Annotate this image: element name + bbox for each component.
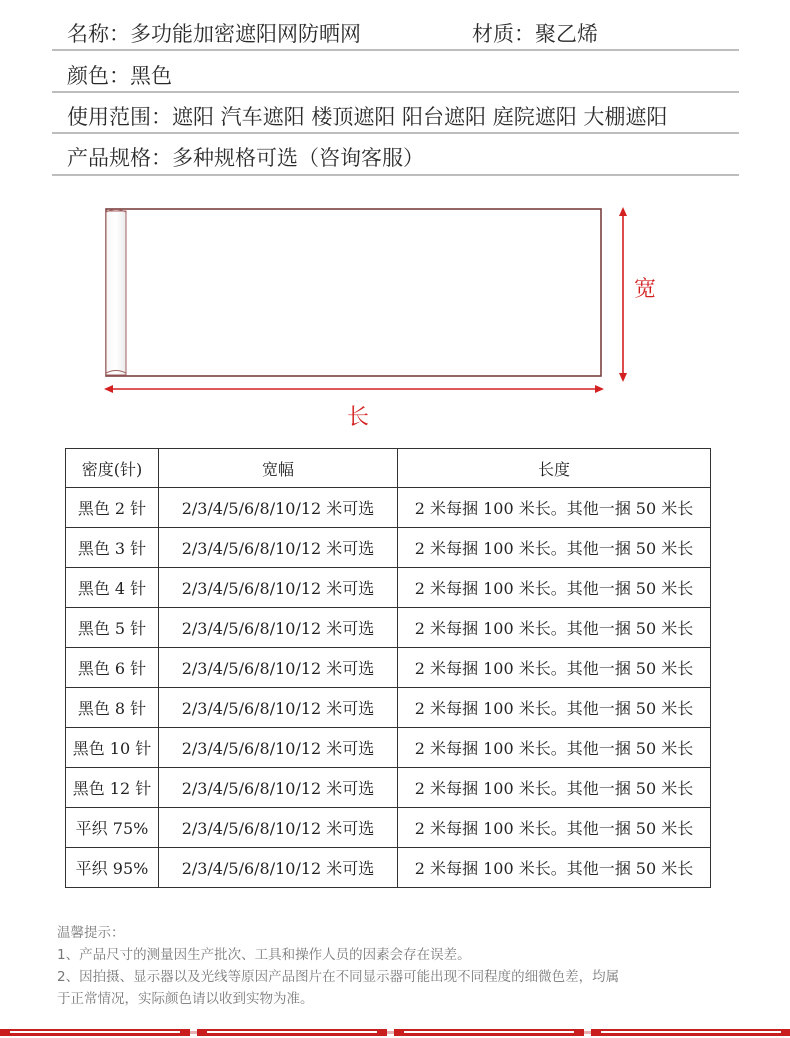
spec-row-usage xyxy=(52,97,739,134)
width-arrow xyxy=(619,207,627,382)
cell-density: 黑色 12 针 xyxy=(66,768,159,808)
cell-width: 2/3/4/5/6/8/10/12 米可选 xyxy=(159,488,398,528)
cell-width: 2/3/4/5/6/8/10/12 米可选 xyxy=(159,608,398,648)
cell-length: 2 米每捆 100 米长。其他一捆 50 米长 xyxy=(398,768,711,808)
spec-table xyxy=(65,448,711,888)
name-value: 多功能加密遮阳网防晒网 xyxy=(130,22,361,46)
spec-row-color xyxy=(52,56,739,93)
spec-row-size xyxy=(52,138,739,176)
notes-section xyxy=(57,922,747,1010)
material-value: 聚乙烯 xyxy=(535,22,598,46)
size-label: 产品规格： xyxy=(67,146,172,170)
net-sheet-outline xyxy=(106,209,601,376)
color-value: 黑色 xyxy=(130,64,172,88)
cell-length: 2 米每捆 100 米长。其他一捆 50 米长 xyxy=(398,528,711,568)
cell-density: 黑色 4 针 xyxy=(66,568,159,608)
name-label: 名称： xyxy=(67,22,130,46)
cell-width: 2/3/4/5/6/8/10/12 米可选 xyxy=(159,848,398,888)
table-row xyxy=(66,648,711,688)
product-name xyxy=(67,18,361,48)
table-row xyxy=(66,488,711,528)
width-label: 宽 xyxy=(634,277,657,302)
cell-length: 2 米每捆 100 米长。其他一捆 50 米长 xyxy=(398,688,711,728)
table-row xyxy=(66,608,711,648)
roll-top-cap xyxy=(106,210,126,213)
roll-bottom-cap xyxy=(106,371,126,374)
cell-length: 2 米每捆 100 米长。其他一捆 50 米长 xyxy=(398,488,711,528)
header-length: 长度 xyxy=(398,449,711,488)
product-material xyxy=(472,18,598,48)
cell-density: 平织 75% xyxy=(66,808,159,848)
length-label: 长 xyxy=(347,405,370,430)
note-line-2a: 2、因拍摄、显示器以及光线等原因产品图片在不同显示器可能出现不同程度的细微色差，均属 xyxy=(57,969,620,985)
note-line-2b: 于正常情况，实际颜色请以收到实物为准。 xyxy=(57,991,314,1007)
note-line-1: 1、产品尺寸的测量因生产批次、工具和操作人员的因素会存在误差。 xyxy=(57,947,471,963)
table-row xyxy=(66,728,711,768)
cell-density: 黑色 3 针 xyxy=(66,528,159,568)
cell-length: 2 米每捆 100 米长。其他一捆 50 米长 xyxy=(398,568,711,608)
cell-density: 黑色 10 针 xyxy=(66,728,159,768)
bottom-divider-decoration xyxy=(0,1028,790,1038)
usage-value: 遮阳 汽车遮阳 楼顶遮阳 阳台遮阳 庭院遮阳 大棚遮阳 xyxy=(172,105,668,129)
table-row xyxy=(66,848,711,888)
table-row xyxy=(66,568,711,608)
cell-density: 黑色 6 针 xyxy=(66,648,159,688)
material-label: 材质： xyxy=(472,22,535,46)
cell-width: 2/3/4/5/6/8/10/12 米可选 xyxy=(159,768,398,808)
cell-length: 2 米每捆 100 米长。其他一捆 50 米长 xyxy=(398,848,711,888)
cell-density: 黑色 2 针 xyxy=(66,488,159,528)
usage-label: 使用范围： xyxy=(67,105,172,129)
cell-width: 2/3/4/5/6/8/10/12 米可选 xyxy=(159,728,398,768)
cell-width: 2/3/4/5/6/8/10/12 米可选 xyxy=(159,528,398,568)
cell-width: 2/3/4/5/6/8/10/12 米可选 xyxy=(159,648,398,688)
length-arrow xyxy=(104,385,604,393)
table-row xyxy=(66,808,711,848)
color-label: 颜色： xyxy=(67,64,130,88)
cell-width: 2/3/4/5/6/8/10/12 米可选 xyxy=(159,808,398,848)
size-value: 多种规格可选（咨询客服） xyxy=(172,146,424,170)
table-row xyxy=(66,768,711,808)
cell-density: 黑色 8 针 xyxy=(66,688,159,728)
cell-width: 2/3/4/5/6/8/10/12 米可选 xyxy=(159,568,398,608)
spec-row-name-material xyxy=(52,14,739,51)
cell-length: 2 米每捆 100 米长。其他一捆 50 米长 xyxy=(398,808,711,848)
header-width: 宽幅 xyxy=(159,449,398,488)
notes-title: 温馨提示： xyxy=(57,925,125,941)
roll-cylinder xyxy=(106,211,126,375)
cell-length: 2 米每捆 100 米长。其他一捆 50 米长 xyxy=(398,728,711,768)
cell-density: 黑色 5 针 xyxy=(66,608,159,648)
table-header-row xyxy=(66,449,711,488)
header-density: 密度(针) xyxy=(66,449,159,488)
table-row xyxy=(66,528,711,568)
table-row xyxy=(66,688,711,728)
cell-length: 2 米每捆 100 米长。其他一捆 50 米长 xyxy=(398,608,711,648)
cell-density: 平织 95% xyxy=(66,848,159,888)
cell-width: 2/3/4/5/6/8/10/12 米可选 xyxy=(159,688,398,728)
cell-length: 2 米每捆 100 米长。其他一捆 50 米长 xyxy=(398,648,711,688)
